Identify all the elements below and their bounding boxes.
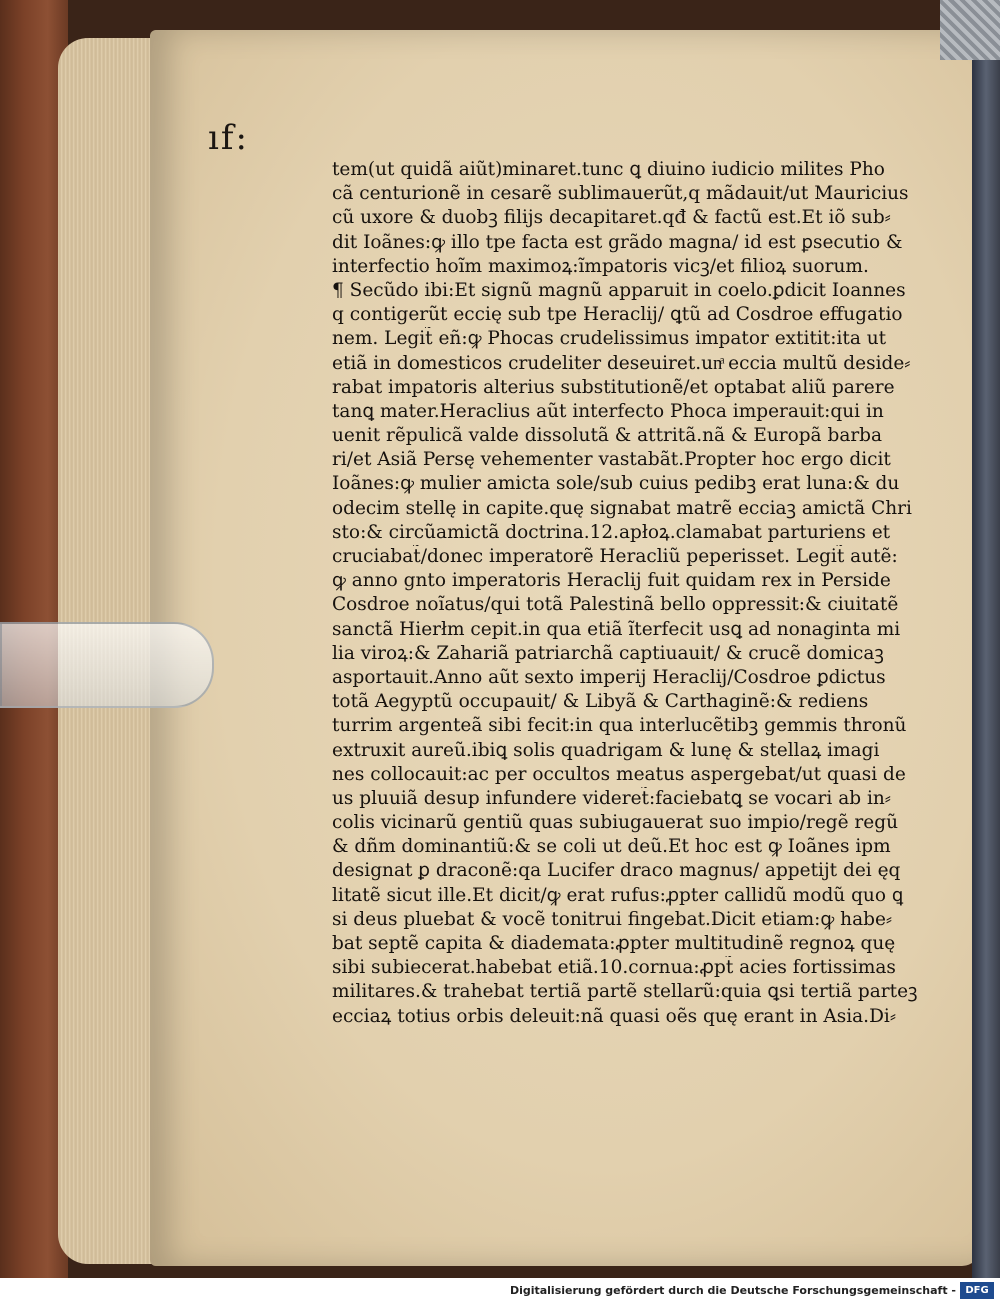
- text-line: Ioãnes:ꝙ mulier amicta sole/sub cuius pedibꝫ erat luna:& du: [332, 473, 900, 495]
- text-line: q contigerũt eccię sub tpe Heraclij/ ꝗtũ ad Cosdroe effugatio: [332, 304, 903, 326]
- text-line: odecim stellę in capite.quę signabat matrẽ ecciaꝫ amictã Chri: [332, 497, 912, 519]
- text-line: ri/et Asiã Persę vehementer vastabãt.Propter hoc ergo dicit: [332, 449, 891, 471]
- text-line: cã centurionẽ in cesarẽ sublimauerũt,q mãdauit/ut Mauricius: [332, 183, 909, 205]
- text-line: & dñm dominantiũ:& se coli ut deũ.Et hoc est ꝙ Ioãnes ipm: [332, 836, 891, 858]
- footer-bar: [0, 1278, 1000, 1304]
- text-line: totã Aegyptũ occupauit/ & Libyã & Carthaginẽ:& rediens: [332, 691, 869, 713]
- marginal-mark: ıf:: [208, 118, 249, 158]
- text-line: sibi subiecerat.habebat etiã.10.cornua:ꝓpt̃ acies fortissimas: [332, 957, 896, 979]
- text-line: tanꝗ mater.Heraclius aũt interfecto Phoca imperauit:qui in: [332, 400, 884, 422]
- text-line: dit Ioãnes:ꝙ illo tpe facta est grãdo magna/ id est ꝑsecutio &: [332, 231, 903, 253]
- text-line: colis vicinarũ gentiũ quas subiugauerat suo impio/regẽ regũ: [332, 812, 898, 834]
- text-line: litatẽ sicut ille.Et dicit/ꝙ erat rufus:ꝓpter callidũ modũ quo ꝗ: [332, 884, 904, 906]
- text-line: cũ uxore & duobꝫ filijs decapitaret.qđ & factũ est.Et iõ sub⸗: [332, 207, 891, 229]
- text-line: turrim argenteã sibi fecit:in qua interlucẽtibꝫ gemmis thronũ: [332, 715, 907, 737]
- text-line: Cosdroe noĩatus/qui totã Palestinã bello oppressit:& ciuitatẽ: [332, 594, 899, 616]
- text-line: us pluuiã desup infundere videret̃:faciebatꝗ se vocari ab in⸗: [332, 787, 891, 809]
- text-line: sanctã Hierłm cepit.in qua etiã ĩterfecit usꝗ ad nonaginta mi: [332, 618, 901, 640]
- text-line: designat ꝑ draconẽ:qa Lucifer draco magnus/ appetijt dei ęq: [332, 860, 901, 882]
- text-line: militares.& trahebat tertiã partẽ stellarũ:quia ꝗsi tertiã parteꝫ: [332, 981, 918, 1003]
- page-clip: [0, 622, 214, 708]
- text-line: interfectio hoĩm maximoꝝ:ĩmpatoris vicꝫ/et filioꝝ suorum.: [332, 255, 869, 277]
- text-line: sto:& circũamictã doctrina.12.apłoꝝ.clamabat parturiens et: [332, 521, 891, 543]
- text-line: lia viroꝝ:& Zahariã patriarchã captiuauit/ & crucẽ domicaꝫ: [332, 642, 884, 664]
- funding-credit: Digitalisierung gefördert durch die Deutsche Forschungsgemeinschaft -: [509, 1284, 956, 1297]
- text-line: bat septẽ capita & diademata:ꝓpter multitudinẽ regnoꝝ quę: [332, 933, 896, 954]
- text-line: ¶ Secũdo ibi:Et signũ magnũ apparuit in coelo.ꝑdicit Ioannes: [332, 279, 906, 301]
- bookmark-ribbon: [940, 0, 1000, 60]
- text-line: extruxit aureũ.ibiꝗ solis quadrigam & lunę & stellaꝝ imagi: [332, 739, 880, 761]
- dfg-logo: DFG: [960, 1282, 994, 1299]
- text-line: cruciabat̃/donec imperatorẽ Heracliũ peperisset. Legit̃ autẽ:: [332, 546, 898, 567]
- book-cover-right: [972, 0, 1000, 1278]
- text-line: rabat impatoris alterius substitutionẽ/et optabat aliũ parere: [332, 376, 895, 398]
- text-line: asportauit.Anno aũt sexto imperij Heraclij/Cosdroe ꝑdictus: [332, 666, 886, 688]
- text-line: nes collocauit:ac per occultos meatus aspergebat/ut quasi de: [332, 763, 906, 785]
- text-line: si deus pluebat & vocẽ tonitrui fingebat.Dicit etiam:ꝙ habe⸗: [332, 908, 893, 930]
- text-line: tem(ut quidã aiũt)minaret.tunc ꝗ diuino iudicio milites Pho: [332, 159, 885, 180]
- text-line: ecciaꝝ totius orbis deleuit:nã quasi oẽs quę erant in Asia.Di⸗: [332, 1005, 896, 1027]
- text-line: etiã in domesticos crudeliter deseuiret.unͣ eccia multũ deside⸗: [332, 352, 911, 374]
- text-line: uenit rẽpulicã valde dissolutã & attritã.nã & Europã barba: [332, 425, 883, 447]
- body-text: [332, 158, 922, 1029]
- text-line: nem. Legit̃ eñ:ꝙ Phocas crudelissimus impator extitit:ita ut: [332, 328, 887, 350]
- text-line: ꝙ anno gnto imperatoris Heraclij fuit quidam rex in Perside: [332, 570, 891, 592]
